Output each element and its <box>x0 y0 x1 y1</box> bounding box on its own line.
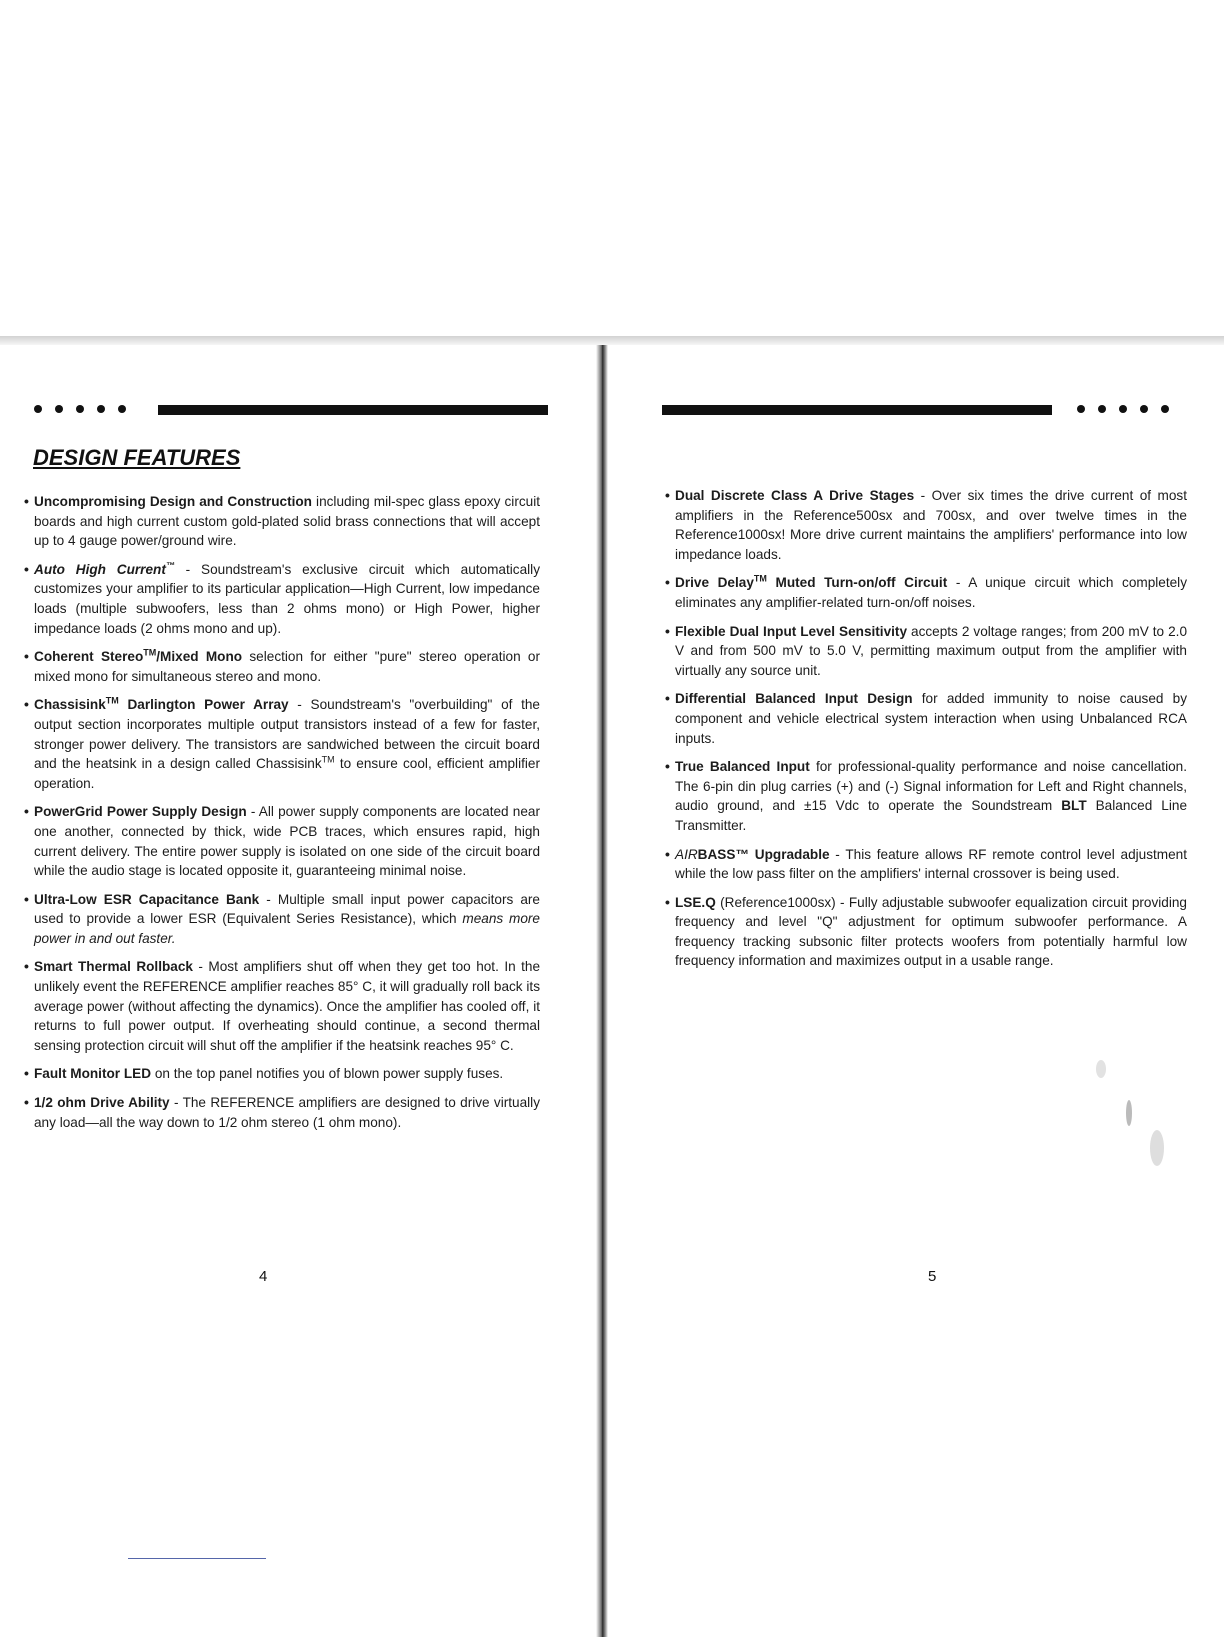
section-title: DESIGN FEATURES <box>33 445 241 470</box>
feature-text: for added immunity to noise caused by component and vehicle electrical system interaction when using Unbalanced RCA inputs. <box>675 691 1187 746</box>
feature-item <box>26 560 540 638</box>
dot <box>1140 405 1148 413</box>
feature-text: - Soundstream's "overbuilding" of the output section incorporates multiple output transistors instead of a few for faster, stronger power delivery. The transistors are sandwiched between the circuit board and the heatsink in a design called Chassisink <box>34 697 540 772</box>
scan-speck <box>1096 1060 1106 1078</box>
feature-item <box>26 1093 540 1132</box>
trademark-mark: TM <box>321 754 335 765</box>
feature-bold-word: BLT <box>1061 798 1087 814</box>
feature-item <box>26 802 540 880</box>
feature-term: Dual Discrete Class A Drive Stages <box>675 488 915 503</box>
feature-item <box>667 622 1187 681</box>
dot <box>97 405 105 413</box>
dot <box>55 405 63 413</box>
left-header-bar <box>158 405 548 415</box>
feature-term: Chassisink <box>34 697 106 713</box>
feature-text: - Soundstream's exclusive circuit which automatically customizes your amplifier to its particular application—High Current, low impedance loads (multiple subwoofers, less than 2 ohms mono) or High Power, higher impedance loads (2 ohms mono and up). <box>34 561 540 636</box>
feature-text: - The REFERENCE amplifiers are designed to drive virtually any load—all the way down to 1/2 ohm stereo (1 ohm mono). <box>34 1095 540 1130</box>
feature-text: - A unique circuit which completely eliminates any amplifier-related turn-on/off noises. <box>675 575 1187 610</box>
dot <box>34 405 42 413</box>
feature-item <box>26 890 540 949</box>
feature-text: selection for either "pure" stereo operation or mixed mono for simultaneous stereo and mono. <box>34 649 540 684</box>
feature-term: Drive Delay <box>675 575 754 591</box>
scan-speck <box>1150 1130 1164 1166</box>
feature-term-italic: AIR <box>675 846 698 862</box>
feature-item <box>667 573 1187 612</box>
book-gutter <box>596 345 608 1637</box>
feature-text-end: to ensure cool, efficient amplifier operation. <box>34 756 540 791</box>
feature-item <box>26 1064 540 1084</box>
trademark-mark: ™ <box>165 560 175 571</box>
left-feature-list <box>26 492 540 1141</box>
feature-term: Ultra-Low ESR Capacitance Bank <box>34 891 260 907</box>
dot <box>76 405 84 413</box>
left-header-dots <box>34 405 126 413</box>
feature-emphasis: means more power in and out faster. <box>34 911 540 946</box>
feature-text: accepts 2 voltage ranges; from 200 mV to 2.0 V and from 500 mV to 5.0 V, permitting maximum output from the amplifier with virtually any source unit. <box>675 623 1187 678</box>
dot <box>1077 405 1085 413</box>
feature-term: Auto High Current <box>34 561 166 577</box>
feature-item <box>26 647 540 686</box>
dot <box>1161 405 1169 413</box>
trademark-mark: TM <box>105 695 119 706</box>
feature-term: Flexible Dual Input Level Sensitivity <box>675 623 908 639</box>
trademark-mark: TM <box>753 573 767 584</box>
left-page-number: 4 <box>259 1268 268 1285</box>
bottom-rule <box>128 1558 266 1559</box>
feature-term: True Balanced Input <box>675 759 810 775</box>
feature-item <box>26 957 540 1055</box>
feature-text: for professional-quality performance and noise cancellation. The 6-pin din plug carries (+) and (-) Signal information for Left and Right channels, audio ground, and ±15 Vdc to operate the Soundstream <box>675 759 1187 814</box>
right-feature-list <box>667 486 1187 980</box>
feature-term: Differential Balanced Input Design <box>675 691 913 707</box>
feature-item <box>26 695 540 793</box>
trademark-mark: TM <box>143 647 157 658</box>
right-header-bar <box>662 405 1052 415</box>
feature-term: LSE.Q <box>675 894 716 910</box>
feature-text: - Multiple small input power capacitors are used to provide a lower ESR (Equivalent Series Resistance), which <box>34 891 540 927</box>
feature-text: on the top panel notifies you of blown power supply fuses. <box>151 1066 504 1082</box>
feature-term-suffix: Muted Turn-on/off Circuit <box>766 575 948 591</box>
feature-term-suffix: /Mixed Mono <box>156 649 243 665</box>
feature-term: BASS™ Upgradable <box>697 846 830 862</box>
feature-text: - Over six times the drive current of most amplifiers in the Reference500sx and 700sx, and over twelve times in the Reference1000sx! More drive current maintains the amplifiers' performance into low impedance loads. <box>675 488 1187 562</box>
feature-text: - This feature allows RF remote control level adjustment while the low pass filter on the amplifiers' internal crossover is being used. <box>675 846 1187 882</box>
feature-item <box>667 845 1187 884</box>
feature-text: including mil-spec glass epoxy circuit boards and high current custom gold-plated solid brass connections that will accept up to 4 gauge power/ground wire. <box>34 494 541 549</box>
right-header-dots <box>1077 405 1169 413</box>
feature-term: Fault Monitor LED <box>34 1066 152 1082</box>
feature-term-suffix: Darlington Power Array <box>118 697 289 713</box>
feature-text: (Reference1000sx) - Fully adjustable subwoofer equalization circuit providing frequency and level "Q" adjustment for optimum subwoofer performance. A frequency tracking subsonic filter protects woofers from potentially harmful low frequency information and maximizes output in a usable range. <box>675 894 1187 969</box>
feature-term: Smart Thermal Rollback <box>34 959 193 975</box>
feature-item <box>667 757 1187 835</box>
feature-item <box>667 893 1187 971</box>
feature-term: 1/2 ohm Drive Ability <box>34 1095 170 1111</box>
feature-term: Coherent Stereo <box>34 649 144 665</box>
scan-speck <box>1126 1100 1132 1126</box>
dot <box>118 405 126 413</box>
feature-text: - Most amplifiers shut off when they get too hot. In the unlikely event the REFERENCE amplifier reaches 85° C, it will gradually roll back its average power (without affecting the dynamics). Once the amplifier has cooled off, it returns to full power output. If overheating should continue, a second thermal sensing protection circuit will shut off the amplifier if the heatsink reaches 95° C. <box>34 959 541 1053</box>
feature-text: - All power supply components are located near one another, connected by thick, wide PCB traces, which ensures rapid, high current delivery. The entire power supply is isolated on one side of the circuit board while the audio stage is located opposite it, guaranteeing minimal noise. <box>34 804 540 879</box>
feature-item <box>667 486 1187 564</box>
feature-item <box>667 689 1187 748</box>
feature-term: Uncompromising Design and Construction <box>34 494 312 509</box>
feature-text-end: Balanced Line Transmitter. <box>675 798 1187 833</box>
dot <box>1119 405 1127 413</box>
dot <box>1098 405 1106 413</box>
feature-term: PowerGrid Power Supply Design <box>34 804 247 820</box>
feature-item <box>26 492 540 551</box>
right-page-number: 5 <box>928 1268 937 1285</box>
